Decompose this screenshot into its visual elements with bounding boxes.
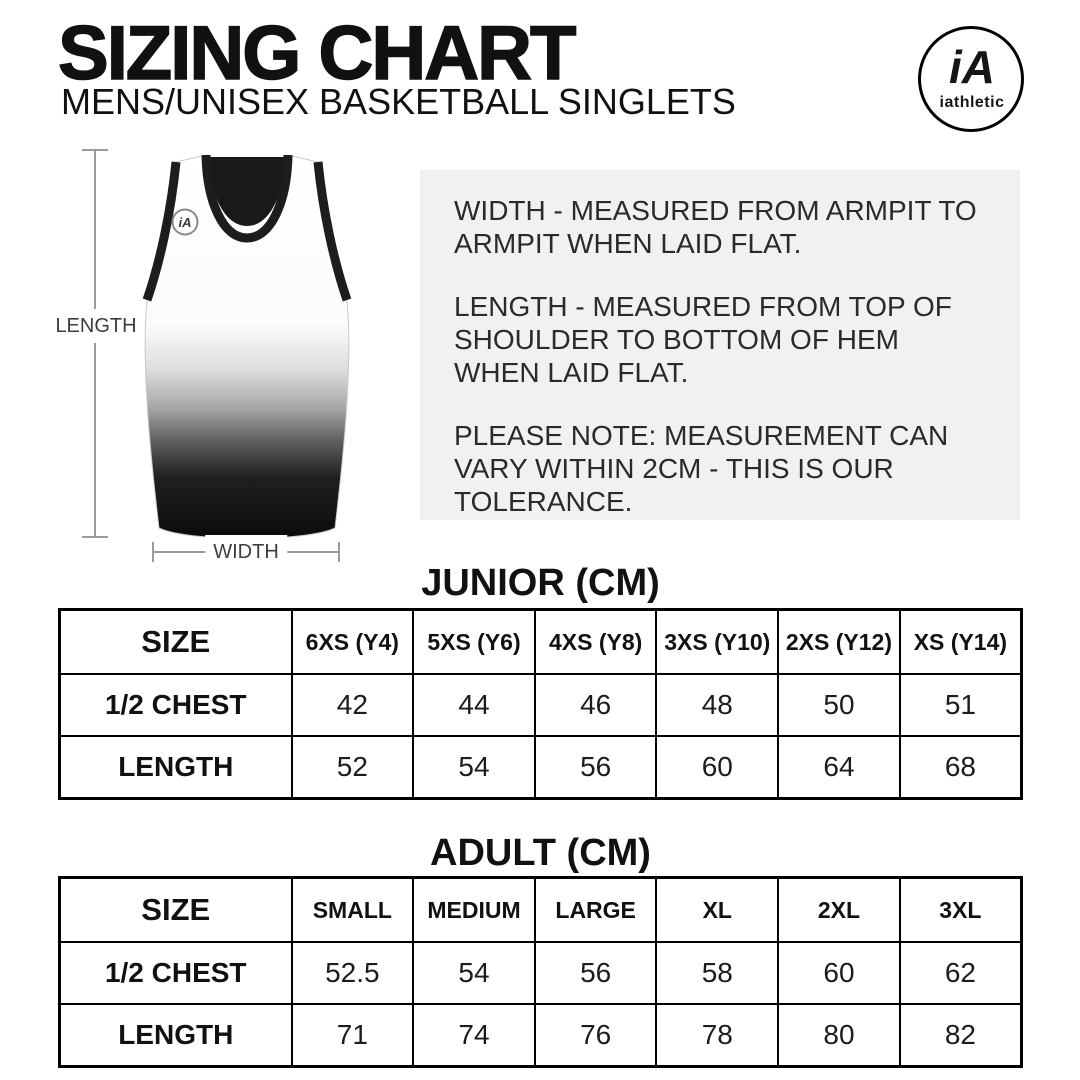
value-cell: 60 xyxy=(656,736,778,799)
width-right-cap xyxy=(338,542,340,562)
adult-table-title: ADULT (CM) xyxy=(430,832,651,874)
note-length: LENGTH - MEASURED FROM TOP OF SHOULDER TO BOTTOM OF HEM WHEN LAID FLAT. xyxy=(454,291,952,389)
adult-col-header: SMALL xyxy=(292,878,414,943)
junior-length-row xyxy=(60,736,1022,799)
value-cell: 52 xyxy=(292,736,414,799)
singlet-illustration xyxy=(142,150,352,545)
junior-col-header: 4XS (Y8) xyxy=(535,610,657,675)
value-cell: 60 xyxy=(778,942,900,1004)
iathletic-logo-icon xyxy=(921,29,1021,129)
adult-length-row xyxy=(60,1004,1022,1067)
value-cell: 80 xyxy=(778,1004,900,1067)
junior-col-header: 2XS (Y12) xyxy=(778,610,900,675)
width-left-cap xyxy=(152,542,154,562)
value-cell: 56 xyxy=(535,736,657,799)
junior-col-header: 3XS (Y10) xyxy=(656,610,778,675)
junior-size-header: SIZE xyxy=(60,610,292,675)
junior-header-row xyxy=(60,610,1022,675)
note-width: WIDTH - MEASURED FROM ARMPIT TO ARMPIT WHEN LAID FLAT. xyxy=(454,195,977,260)
adult-col-header: XL xyxy=(656,878,778,943)
value-cell: 48 xyxy=(656,674,778,736)
value-cell: 50 xyxy=(778,674,900,736)
width-label: WIDTH xyxy=(205,535,287,569)
page-title: SIZING CHART xyxy=(58,11,575,96)
adult-table xyxy=(58,876,1023,1068)
adult-col-header: LARGE xyxy=(535,878,657,943)
junior-col-header: XS (Y14) xyxy=(900,610,1022,675)
adult-col-header: 2XL xyxy=(778,878,900,943)
junior-chest-row xyxy=(60,674,1022,736)
value-cell: 44 xyxy=(413,674,535,736)
value-cell: 68 xyxy=(900,736,1022,799)
svg-text:iA: iA xyxy=(178,215,192,230)
measurement-notes xyxy=(420,170,1020,520)
page-subtitle: MENS/UNISEX BASKETBALL SINGLETS xyxy=(61,81,736,122)
adult-chest-row xyxy=(60,942,1022,1004)
row-label: 1/2 CHEST xyxy=(60,942,292,1004)
length-measure-line xyxy=(94,150,96,537)
row-label: LENGTH xyxy=(60,1004,292,1067)
length-top-cap xyxy=(82,149,108,151)
value-cell: 52.5 xyxy=(292,942,414,1004)
row-label: 1/2 CHEST xyxy=(60,674,292,736)
row-label: LENGTH xyxy=(60,736,292,799)
value-cell: 54 xyxy=(413,942,535,1004)
value-cell: 71 xyxy=(292,1004,414,1067)
logo-wordmark-text: iathletic xyxy=(939,94,1005,111)
value-cell: 76 xyxy=(535,1004,657,1067)
junior-col-header: 5XS (Y6) xyxy=(413,610,535,675)
length-label: LENGTH xyxy=(47,309,144,343)
junior-table xyxy=(58,608,1023,800)
value-cell: 82 xyxy=(900,1004,1022,1067)
value-cell: 58 xyxy=(656,942,778,1004)
value-cell: 42 xyxy=(292,674,414,736)
note-tolerance: PLEASE NOTE: MEASUREMENT CAN VARY WITHIN 2CM - THIS IS OUR TOLERANCE. xyxy=(454,420,949,518)
adult-size-header: SIZE xyxy=(60,878,292,943)
value-cell: 78 xyxy=(656,1004,778,1067)
logo-mark-text: iA xyxy=(949,41,995,93)
adult-header-row xyxy=(60,878,1022,943)
junior-col-header: 6XS (Y4) xyxy=(292,610,414,675)
value-cell: 46 xyxy=(535,674,657,736)
adult-col-header: 3XL xyxy=(900,878,1022,943)
brand-logo xyxy=(918,26,1024,132)
value-cell: 74 xyxy=(413,1004,535,1067)
value-cell: 56 xyxy=(535,942,657,1004)
junior-table-title: JUNIOR (CM) xyxy=(421,562,660,604)
value-cell: 62 xyxy=(900,942,1022,1004)
value-cell: 64 xyxy=(778,736,900,799)
value-cell: 51 xyxy=(900,674,1022,736)
adult-col-header: MEDIUM xyxy=(413,878,535,943)
value-cell: 54 xyxy=(413,736,535,799)
chest-logo-icon xyxy=(173,210,198,235)
length-bottom-cap xyxy=(82,536,108,538)
